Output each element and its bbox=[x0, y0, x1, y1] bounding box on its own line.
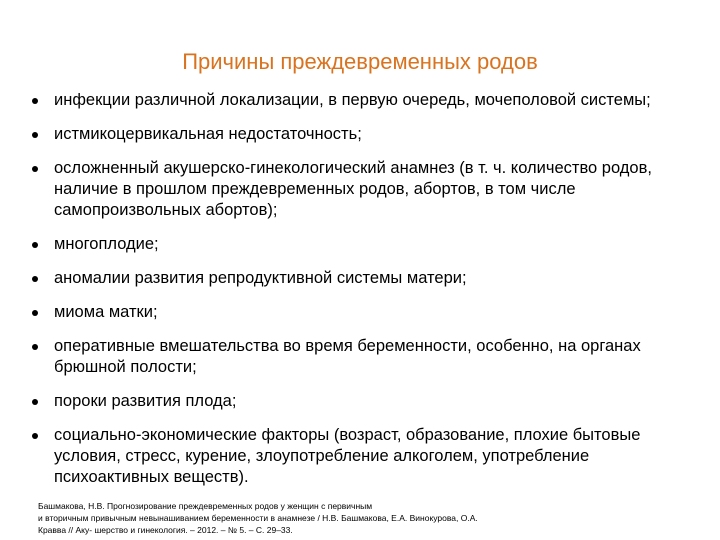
footnote-line: и вторичным привычным невынашиванием беременности в анамнезе / Н.В. Башмакова, Е.А. Винокурова, О.А. bbox=[38, 513, 478, 523]
bullet-text: истмикоцервикальная недостаточность; bbox=[54, 125, 362, 143]
bullet-item bbox=[28, 124, 708, 145]
bullet-dot-icon bbox=[32, 98, 38, 104]
bullet-text: пороки развития плода; bbox=[54, 392, 237, 410]
bullet-dot-icon bbox=[32, 399, 38, 405]
bullet-item bbox=[28, 302, 708, 323]
reference-footnote bbox=[38, 500, 598, 536]
bullet-list bbox=[28, 90, 708, 501]
bullet-text: инфекции различной локализации, в первую очередь, мочеполовой системы; bbox=[54, 91, 651, 109]
bullet-dot-icon bbox=[32, 242, 38, 248]
bullet-text: социально-экономические факторы (возраст, образование, плохие бытовые условия, стресс, курение, злоупотребление алкоголем, употребление психоактивных веществ). bbox=[54, 426, 641, 486]
bullet-item bbox=[28, 234, 708, 255]
bullet-item bbox=[28, 336, 708, 378]
footnote-line: Кравва // Аку- шерство и гинекология. – 2012. – № 5. – С. 29–33. bbox=[38, 525, 293, 535]
bullet-text: осложненный акушерско-гинекологический анамнез (в т. ч. количество родов, наличие в прошлом преждевременных родов, абортов, в том числе самопроизвольных абортов); bbox=[54, 159, 652, 219]
bullet-dot-icon bbox=[32, 433, 38, 439]
footnote-line: Башмакова, Н.В. Прогнозирование преждевременных родов у женщин с первичным bbox=[38, 501, 373, 511]
bullet-dot-icon bbox=[32, 344, 38, 350]
bullet-text: миома матки; bbox=[54, 303, 158, 321]
bullet-item bbox=[28, 425, 708, 488]
bullet-text: многоплодие; bbox=[54, 235, 159, 253]
bullet-item bbox=[28, 90, 708, 111]
slide-title: Причины преждевременных родов bbox=[182, 49, 538, 74]
bullet-dot-icon bbox=[32, 310, 38, 316]
bullet-text: оперативные вмешательства во время беременности, особенно, на органах брюшной полости; bbox=[54, 337, 641, 376]
bullet-item bbox=[28, 158, 708, 221]
bullet-dot-icon bbox=[32, 276, 38, 282]
bullet-item bbox=[28, 391, 708, 412]
bullet-dot-icon bbox=[32, 166, 38, 172]
bullet-item bbox=[28, 268, 708, 289]
bullet-dot-icon bbox=[32, 132, 38, 138]
bullet-text: аномалии развития репродуктивной системы матери; bbox=[54, 269, 467, 287]
